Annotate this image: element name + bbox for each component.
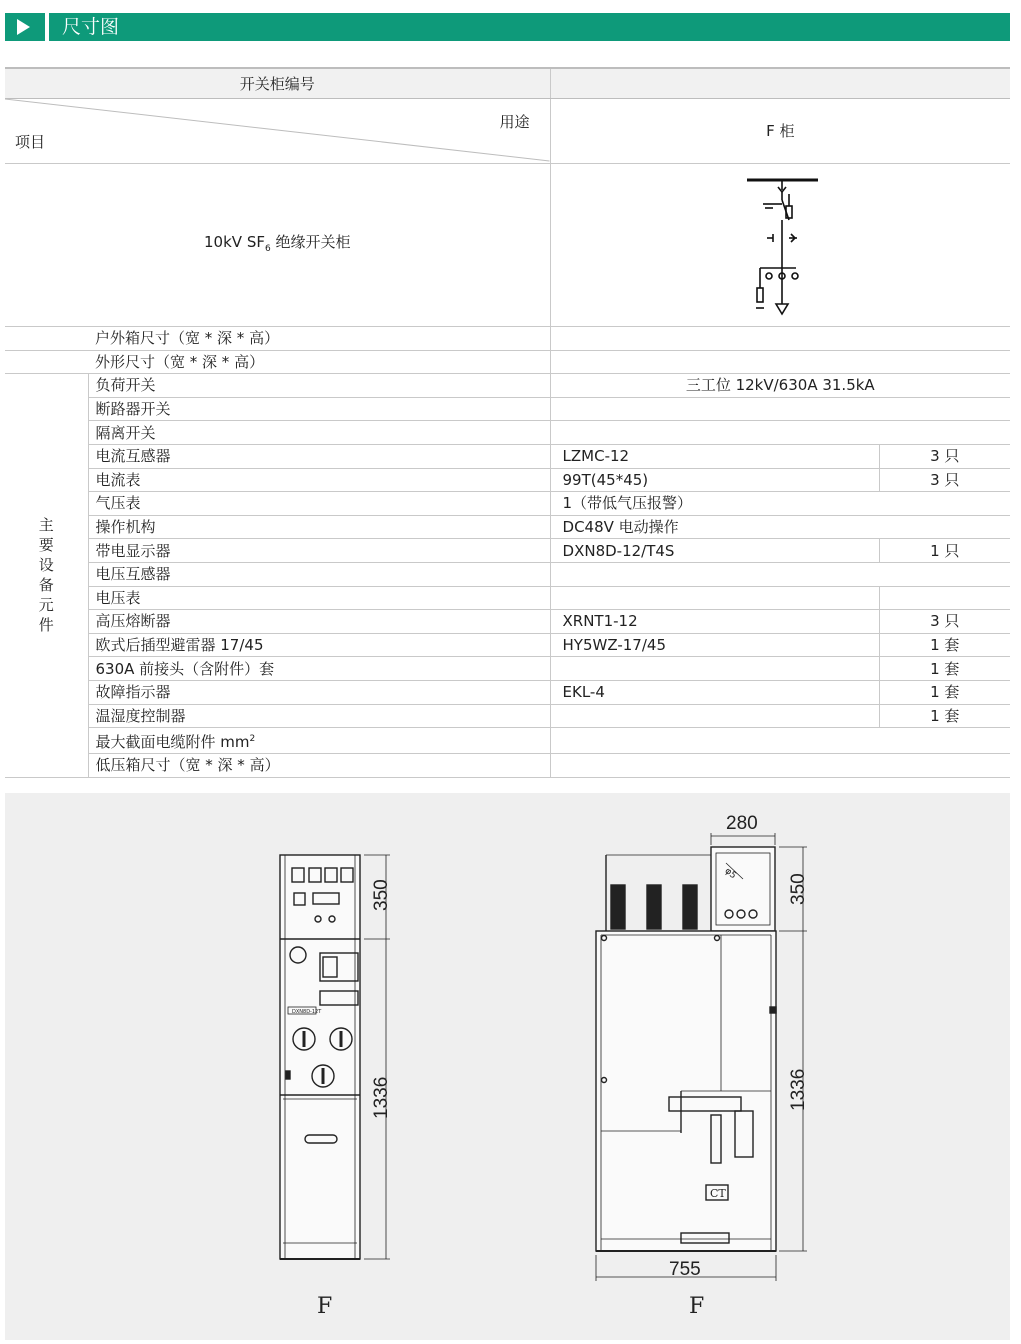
table-row bbox=[5, 633, 1010, 657]
side-dim-width-bottom: 755 bbox=[669, 1259, 701, 1280]
single-line-diagram bbox=[551, 164, 1011, 320]
table-row bbox=[5, 610, 1010, 634]
row-name: 电压表 bbox=[88, 586, 550, 610]
cable-value bbox=[550, 728, 1010, 754]
usage-label: 用途 bbox=[499, 113, 530, 131]
row-value: DXN8D-12/T4S bbox=[550, 539, 879, 563]
cabinet-type-cell bbox=[5, 164, 550, 327]
row-name: 隔离开关 bbox=[88, 421, 550, 445]
header-right-cell bbox=[550, 68, 1010, 99]
row-value bbox=[550, 586, 879, 610]
row-value bbox=[550, 421, 1010, 445]
dimension-drawings bbox=[5, 793, 1010, 1340]
row-qty: 1 套 bbox=[879, 680, 1010, 704]
side-dim-top: 350 bbox=[788, 873, 809, 905]
row-value: EKL-4 bbox=[550, 680, 879, 704]
row-qty: 1 只 bbox=[879, 539, 1010, 563]
side-ct-label: CT bbox=[710, 1187, 726, 1200]
row-name: 温湿度控制器 bbox=[88, 704, 550, 728]
side-dim-main: 1336 bbox=[788, 1068, 809, 1111]
side-phi-label: φ5 bbox=[722, 866, 738, 882]
row-value: HY5WZ-17/45 bbox=[550, 633, 879, 657]
usage-row bbox=[5, 99, 1010, 164]
row-qty: 1 套 bbox=[879, 657, 1010, 681]
cable-label-cell bbox=[88, 728, 550, 754]
row-name: 断路器开关 bbox=[88, 397, 550, 421]
table-row bbox=[5, 444, 1010, 468]
group-label: 主要设备元件 bbox=[38, 515, 54, 634]
single-line-diagram-cell bbox=[550, 164, 1010, 327]
table-row bbox=[5, 397, 1010, 421]
row-qty: 3 只 bbox=[879, 468, 1010, 492]
front-dim-main: 1336 bbox=[371, 1076, 392, 1119]
row-qty bbox=[879, 586, 1010, 610]
row-value: 99T(45*45) bbox=[550, 468, 879, 492]
cabinet-type-row bbox=[5, 164, 1010, 327]
lv-size-value bbox=[550, 754, 1010, 778]
item-label: 项目 bbox=[15, 133, 46, 151]
row-name: 操作机构 bbox=[88, 515, 550, 539]
row-name: 630A 前接头（含附件）套 bbox=[88, 657, 550, 681]
front-dim-top: 350 bbox=[371, 879, 392, 911]
outdoor-size-value bbox=[550, 327, 1010, 351]
row-name: 欧式后插型避雷器 17/45 bbox=[88, 633, 550, 657]
row-name: 负荷开关 bbox=[88, 374, 550, 398]
table-row bbox=[5, 704, 1010, 728]
cable-label: 最大截面电缆附件 mm bbox=[95, 733, 250, 752]
header-left-cell: 开关柜编号 bbox=[5, 68, 550, 99]
side-dim-width-top: 280 bbox=[726, 813, 758, 834]
side-caption: F bbox=[689, 1294, 705, 1319]
table-row bbox=[5, 586, 1010, 610]
row-qty: 1 套 bbox=[879, 704, 1010, 728]
front-view-drawing bbox=[280, 855, 390, 1259]
row-value: LZMC-12 bbox=[550, 444, 879, 468]
row-qty: 3 只 bbox=[879, 444, 1010, 468]
row-value: DC48V 电动操作 bbox=[550, 515, 1010, 539]
outline-size-value bbox=[550, 350, 1010, 374]
row-name: 电流表 bbox=[88, 468, 550, 492]
row-name: 带电显示器 bbox=[88, 539, 550, 563]
row-value: 三工位 12kV/630A 31.5kA bbox=[550, 374, 1010, 398]
cabinet-type-sub: 6 bbox=[264, 243, 271, 254]
row-qty: 1 套 bbox=[879, 633, 1010, 657]
dimension-drawing-panel bbox=[5, 793, 1010, 1340]
outdoor-size-row bbox=[5, 327, 1010, 351]
section-header-bar bbox=[5, 13, 1010, 41]
cabinet-type-main: 10kV SF bbox=[204, 232, 265, 251]
row-name: 高压熔断器 bbox=[88, 610, 550, 634]
cable-label-sup: 2 bbox=[249, 734, 256, 745]
row-qty: 3 只 bbox=[879, 610, 1010, 634]
section-header-separator bbox=[45, 13, 49, 41]
row-name: 气压表 bbox=[88, 492, 550, 516]
table-row bbox=[5, 374, 1010, 398]
group-label-cell bbox=[5, 374, 88, 778]
table-row bbox=[5, 421, 1010, 445]
table-row bbox=[5, 515, 1010, 539]
front-plate-text: DXN8D-12T bbox=[292, 1009, 322, 1015]
outdoor-size-label: 户外箱尺寸（宽 * 深 * 高） bbox=[88, 327, 550, 351]
diagonal-divider bbox=[5, 99, 550, 163]
diagonal-header-cell bbox=[5, 99, 550, 164]
lv-size-row bbox=[5, 754, 1010, 778]
outline-size-row bbox=[5, 350, 1010, 374]
row-name: 电压互感器 bbox=[88, 562, 550, 586]
cabinet-label-cell: F 柜 bbox=[550, 99, 1010, 164]
row-value bbox=[550, 704, 879, 728]
outline-size-label: 外形尺寸（宽 * 深 * 高） bbox=[88, 350, 550, 374]
row-value bbox=[550, 562, 1010, 586]
play-arrow-icon bbox=[17, 19, 30, 35]
row-name: 电流互感器 bbox=[88, 444, 550, 468]
table-row bbox=[5, 492, 1010, 516]
front-caption: F bbox=[317, 1294, 333, 1319]
side-view-drawing bbox=[596, 833, 807, 1281]
table-row bbox=[5, 539, 1010, 563]
table-row bbox=[5, 657, 1010, 681]
table-row bbox=[5, 680, 1010, 704]
table-header-row bbox=[5, 68, 1010, 99]
row-value bbox=[550, 657, 879, 681]
table-row bbox=[5, 562, 1010, 586]
section-title: 尺寸图 bbox=[62, 16, 120, 38]
table-row bbox=[5, 468, 1010, 492]
row-name: 故障指示器 bbox=[88, 680, 550, 704]
row-value: XRNT1-12 bbox=[550, 610, 879, 634]
cabinet-type-rest: 绝缘开关柜 bbox=[270, 232, 351, 251]
row-value bbox=[550, 397, 1010, 421]
row-value: 1（带低气压报警） bbox=[550, 492, 1010, 516]
cable-row bbox=[5, 728, 1010, 754]
lv-size-label: 低压箱尺寸（宽 * 深 * 高） bbox=[88, 754, 550, 778]
spec-table bbox=[5, 67, 1010, 778]
